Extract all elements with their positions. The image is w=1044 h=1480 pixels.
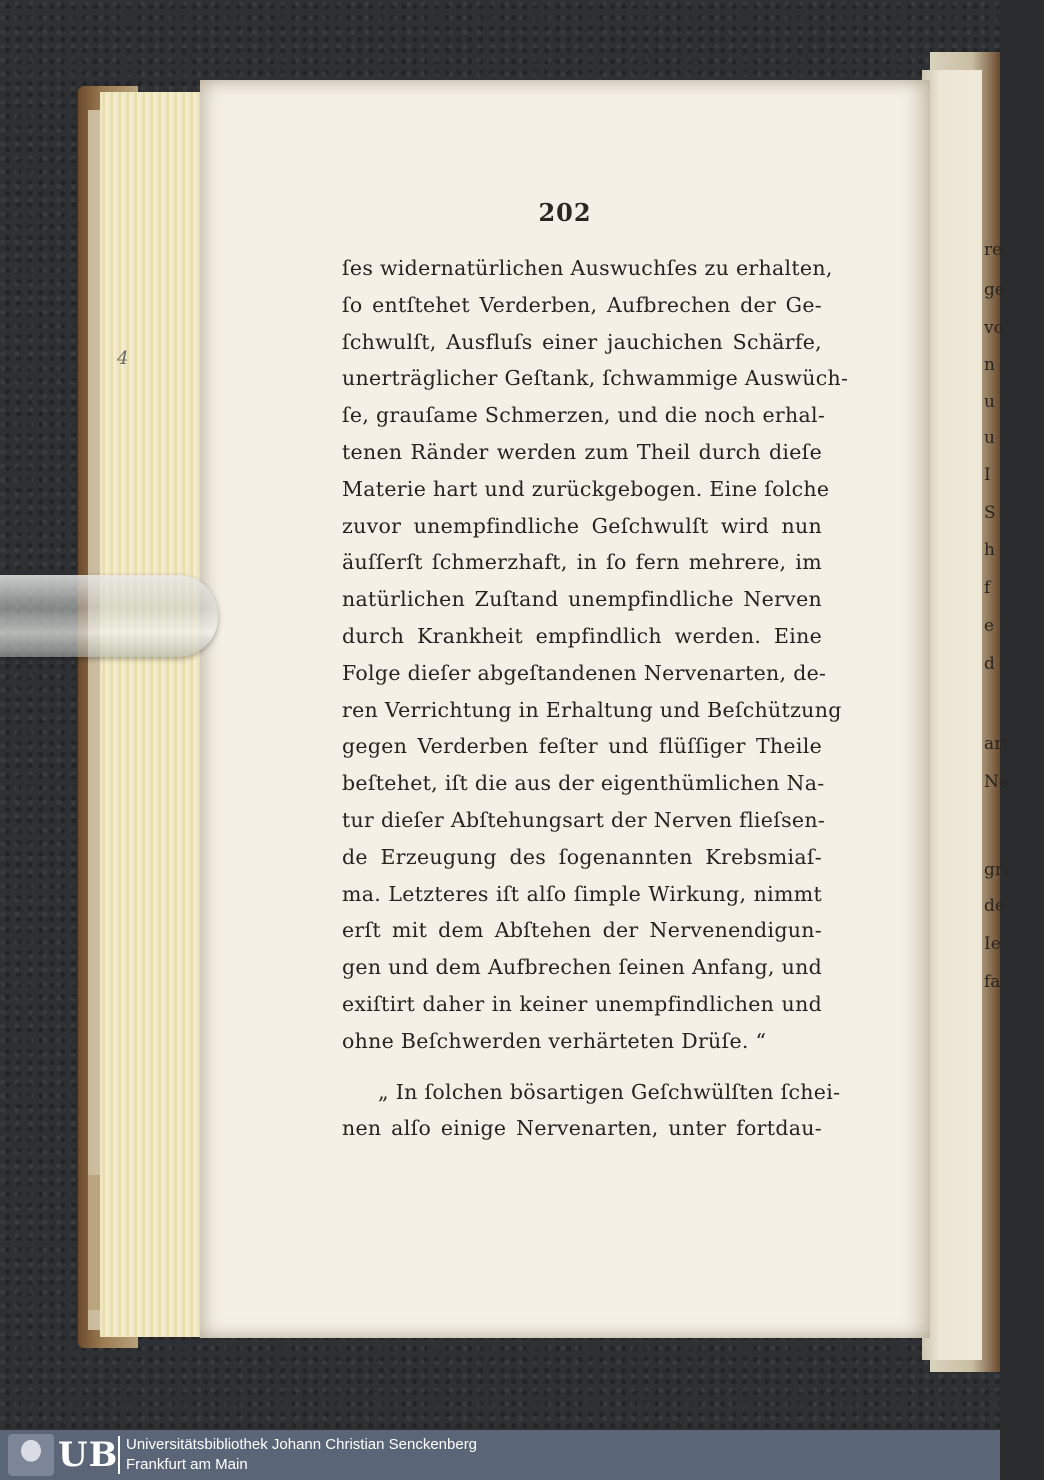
text-line: gegen Verderben feſter und flüſſiger Theile bbox=[342, 734, 822, 759]
footer-bar bbox=[0, 1430, 1000, 1480]
facing-page-fragment: fa bbox=[984, 972, 1001, 992]
text-line: ſchwulſt, Ausfluſs einer jauchichen Schärfe, bbox=[342, 329, 822, 354]
text-line: erſt mit dem Abſtehen der Nervenendigun- bbox=[342, 918, 822, 943]
text-line: durch Krankheit empfindlich werden. Eine bbox=[342, 623, 822, 648]
facing-page-fragment: S bbox=[984, 503, 996, 523]
text-line: ſo entſtehet Verderben, Aufbrechen der Ge- bbox=[342, 292, 822, 317]
facing-page-fragment: vo bbox=[984, 318, 1004, 338]
page-text bbox=[342, 250, 849, 1147]
text-line: natürlichen Zuſtand unempfindliche Nerven bbox=[342, 587, 822, 612]
facing-page-fragment: de bbox=[984, 896, 1005, 916]
facing-page-fragment: f bbox=[984, 578, 991, 598]
text-line: exiſtirt daher in keiner unempfindlichen und bbox=[342, 991, 822, 1016]
text-line: äuſſerſt ſchmerzhaft, in ſo fern mehrere, im bbox=[342, 550, 822, 575]
facing-page-fragment: d bbox=[984, 654, 995, 674]
facing-page-fragment: e bbox=[984, 616, 995, 636]
facing-page-fragment: Ie bbox=[984, 934, 1001, 954]
text-line: tenen Ränder werden zum Theil durch dieſe bbox=[342, 439, 822, 464]
margin-pencil-note: 4 bbox=[117, 348, 129, 369]
facing-page-fragment: h bbox=[984, 540, 995, 560]
facing-page-fragment: n bbox=[984, 355, 995, 375]
facing-page-fragment: Ne bbox=[984, 772, 1009, 792]
text-line: gen und dem Aufbrechen ſeinen Anfang, und bbox=[342, 955, 822, 980]
logo-divider bbox=[118, 1436, 120, 1474]
page-number: 202 bbox=[538, 198, 592, 227]
facing-page-fragment: ge bbox=[984, 280, 1005, 300]
text-line: „ In ſolchen bösartigen Geſchwülſten ſchei- bbox=[378, 1079, 841, 1104]
text-line: ſe, grauſame Schmerzen, und die noch erhal- bbox=[342, 403, 826, 428]
facing-page-fragment: re bbox=[984, 240, 1003, 260]
text-line: zuvor unempfindliche Geſchwulſt wird nun bbox=[342, 513, 822, 538]
library-name: Universitätsbibliothek Johann Christian Senckenberg bbox=[126, 1436, 478, 1453]
text-line: unerträglicher Geſtank, ſchwammige Auswüch- bbox=[342, 366, 849, 391]
library-logo: UB bbox=[58, 1435, 119, 1475]
page-block-edges bbox=[100, 92, 210, 1337]
facing-page-fragment: I bbox=[984, 465, 991, 485]
book-page bbox=[200, 80, 930, 1338]
paragraph-gap bbox=[342, 1060, 822, 1074]
text-line: tur dieſer Abſtehungsart der Nerven flieſsen- bbox=[342, 807, 826, 832]
text-line: ſes widernatürlichen Auswuchſes zu erhalten, bbox=[342, 256, 833, 280]
portrait-logo-icon bbox=[8, 1434, 54, 1476]
glass-rod bbox=[0, 575, 218, 657]
text-line: Folge dieſer abgeſtandenen Nervenarten, de- bbox=[342, 660, 827, 685]
text-line: beſtehet, iſt die aus der eigenthümlichen Na- bbox=[342, 771, 825, 796]
library-city: Frankfurt am Main bbox=[126, 1456, 248, 1473]
text-line: ohne Beſchwerden verhärteten Drüſe. “ bbox=[342, 1028, 767, 1053]
facing-page-fragment: art bbox=[984, 734, 1010, 754]
text-line: ren Verrichtung in Erhaltung und Beſchützung bbox=[342, 697, 842, 722]
facing-page-fragment: u bbox=[984, 428, 995, 448]
facing-page bbox=[922, 70, 1010, 1360]
text-line: nen alſo einige Nervenarten, unter fortdau- bbox=[342, 1116, 822, 1141]
text-line: Materie hart und zurückgebogen. Eine ſolche bbox=[342, 476, 830, 501]
text-line: ma. Letzteres iſt alſo ſimple Wirkung, nimmt bbox=[342, 881, 822, 906]
facing-page-fragment: gri bbox=[984, 860, 1009, 880]
facing-page-fragment: u bbox=[984, 392, 995, 412]
text-line: de Erzeugung des ſogenannten Krebsmiaſ- bbox=[342, 844, 822, 869]
